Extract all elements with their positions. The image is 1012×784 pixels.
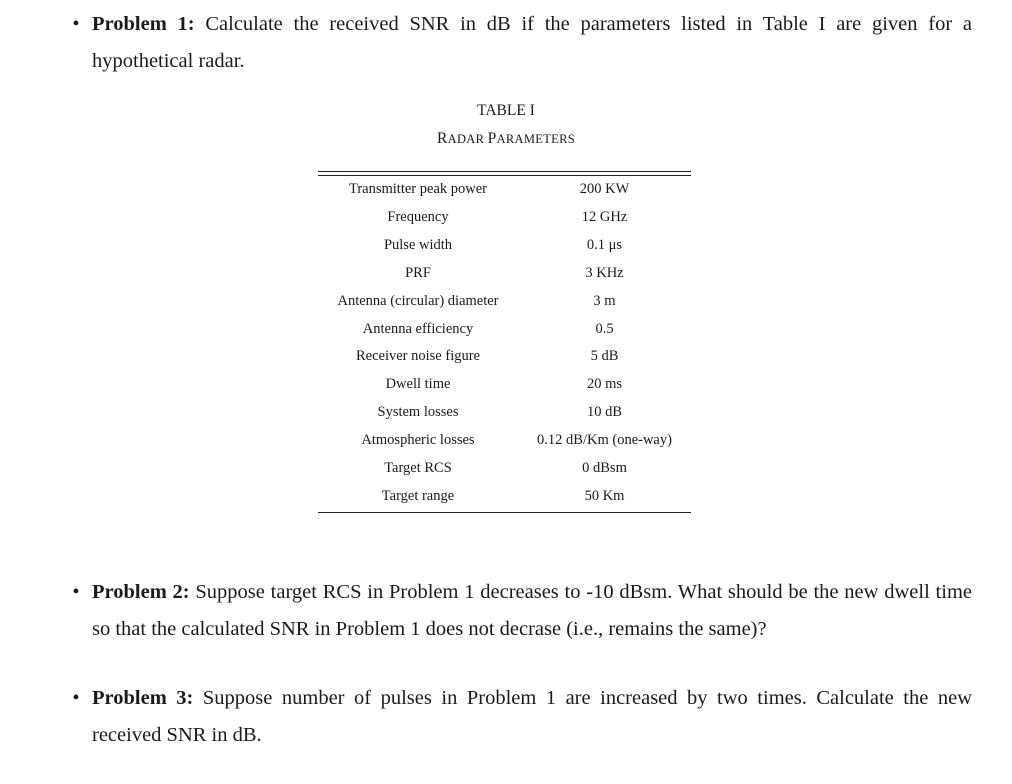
- table-cell-value: 0.1 μs: [586, 236, 623, 253]
- table-cell-parameter: Target RCS: [384, 460, 452, 476]
- table-row: [318, 404, 691, 432]
- table-row: [318, 460, 691, 488]
- table-row: [318, 348, 691, 376]
- table-number: TABLE I: [477, 102, 535, 119]
- table-cell-parameter: Antenna efficiency: [362, 320, 474, 337]
- table-cell-parameter: Pulse width: [383, 236, 453, 253]
- table-cell-value: 12 GHz: [581, 208, 628, 225]
- table-cell-parameter: Dwell time: [385, 376, 451, 393]
- table-cell-value: 200 KW: [579, 181, 630, 197]
- bullet-icon: •: [72, 13, 80, 35]
- problem-1-text: Calculate the received SNR in dB if the parameters listed in Table I are given for a hypothetical radar.: [92, 13, 972, 72]
- table-cell-value: 3 m: [593, 292, 616, 309]
- table-top-rule: [318, 175, 691, 176]
- problem-3-body: [92, 680, 972, 754]
- bullet-icon: •: [72, 687, 80, 709]
- table-cell-value: 0 dBsm: [582, 460, 627, 476]
- table-cell-parameter: Transmitter peak power: [349, 181, 487, 197]
- table-title-part: P: [487, 130, 497, 147]
- table-cell-parameter: Atmospheric losses: [361, 432, 475, 449]
- table-title-part: R: [436, 130, 448, 147]
- table-cell-parameter: Antenna (circular) diameter: [337, 292, 499, 309]
- table-cell-parameter: System losses: [377, 404, 459, 421]
- problem-1-label: Problem 1:: [92, 13, 195, 35]
- table-row: [318, 432, 691, 460]
- table-title-part: ADAR: [447, 132, 488, 146]
- table-cell-parameter: Frequency: [387, 208, 449, 225]
- table-cell-parameter: Target range: [381, 487, 455, 504]
- problem-2-label: Problem 2:: [92, 581, 190, 603]
- table-row: [318, 293, 691, 321]
- problem-3-label: Problem 3:: [92, 687, 194, 709]
- table-title-part: ARAMETERS: [496, 132, 575, 146]
- table-top-rule: [318, 171, 691, 172]
- table-cell-value: 3 KHz: [585, 264, 624, 281]
- table-row: [318, 237, 691, 265]
- problem-3: [60, 680, 972, 754]
- table-cell-value: 0.12 dB/Km (one-way): [537, 432, 672, 449]
- table-cell-value: 10 dB: [586, 404, 623, 421]
- problem-2-text: Suppose target RCS in Problem 1 decreases to -10 dBsm. What should be the new dwell time so that the calculated SNR in Problem 1 does not decrase (i.e., remains the same)?: [92, 581, 972, 640]
- problem-1: [60, 6, 972, 80]
- table-bottom-rule: [318, 512, 691, 513]
- table-row: [318, 181, 691, 209]
- table-cell-value: 5 dB: [590, 348, 619, 365]
- table-row: [318, 265, 691, 293]
- problem-2: [60, 574, 972, 648]
- table-row: [318, 209, 691, 237]
- table-cell-value: 50 Km: [584, 487, 625, 504]
- table-cell-parameter: PRF: [405, 264, 431, 281]
- table-title: [0, 130, 1012, 148]
- problem-2-body: [92, 574, 972, 648]
- bullet-icon: •: [72, 581, 80, 603]
- problem-3-text: Suppose number of pulses in Problem 1 are increased by two times. Calculate the new received SNR in dB.: [92, 687, 972, 746]
- table-cell-value: 0.5: [595, 320, 614, 337]
- table-cell-value: 20 ms: [586, 376, 623, 393]
- table-row: [318, 321, 691, 349]
- table-cell-parameter: Receiver noise figure: [355, 348, 480, 365]
- table-row: [318, 376, 691, 404]
- problem-1-body: [92, 6, 972, 80]
